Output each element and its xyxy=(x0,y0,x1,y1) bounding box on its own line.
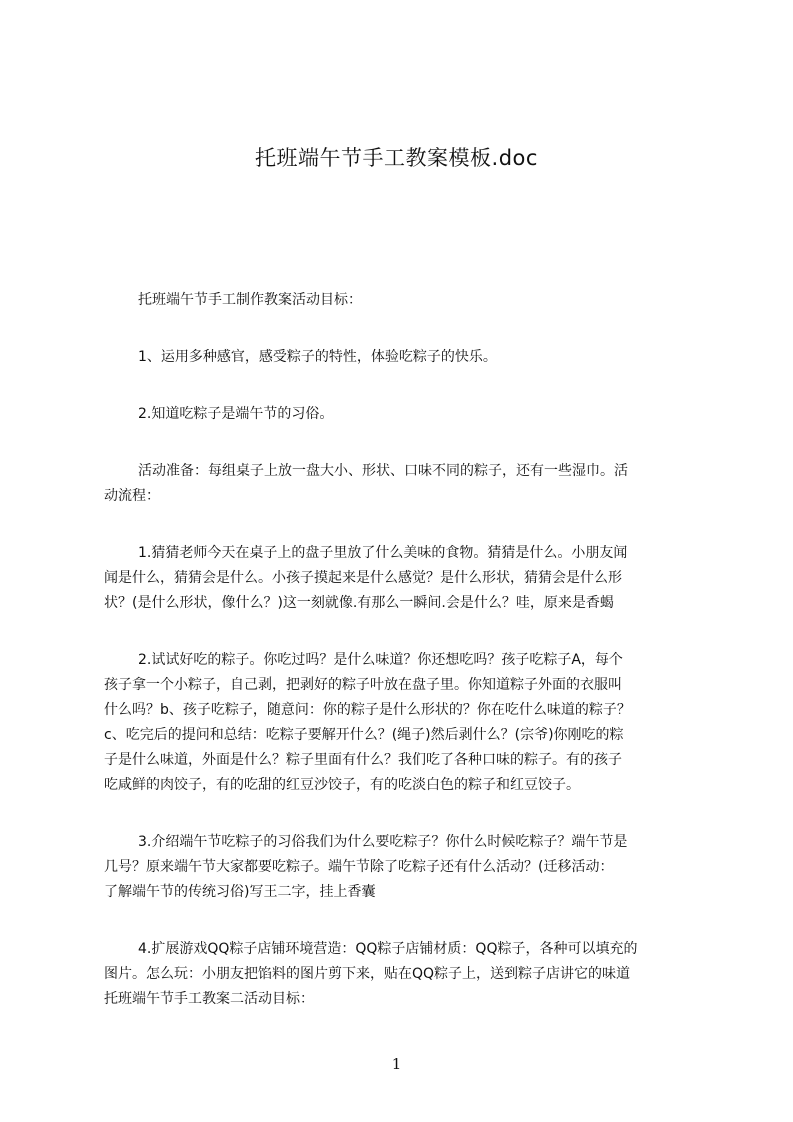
text-line: 2.试试好吃的粽子。你吃过吗？是什么味道？你还想吃吗？孩子吃粽子A，每个 xyxy=(138,652,623,668)
text-line: 3.介绍端午节吃粽子的习俗我们为什么要吃粽子？你什么时候吃粽子？端午节是 xyxy=(138,834,628,850)
text-line: 子是什么味道，外面是什么？粽子里面有什么？我们吃了各种口味的粽子。有的孩子 xyxy=(104,752,622,768)
document-title: 托班端午节手工教案模板.doc xyxy=(255,146,538,170)
text-line: 了解端午节的传统习俗)写王二字，挂上香囊 xyxy=(104,884,376,900)
text-line: 几号？原来端午节大家都要吃粽子。端午节除了吃粽子还有什么活动？(迁移活动： xyxy=(104,859,614,875)
text-line: c、吃完后的提问和总结：吃粽子要解开什么？(绳子)然后剥什么？(宗爷)你刚吃的粽 xyxy=(104,727,624,743)
paragraph-step-4 xyxy=(104,937,696,1012)
paragraph-goal-1 xyxy=(104,345,696,370)
document-body xyxy=(104,288,696,1012)
paragraph-goal-heading xyxy=(104,288,696,313)
text-line: 孩子拿一个小粽子，自己剥，把剥好的粽子叶放在盘子里。你知道粽子外面的衣服叫 xyxy=(104,677,622,693)
paragraph-step-2 xyxy=(104,648,696,798)
text-line: 托班端午节手工制作教案活动目标： xyxy=(138,292,362,308)
page-number: 1 xyxy=(391,1055,402,1073)
text-line: 状？(是什么形状，像什么？)这一刻就像.有那么一瞬间.会是什么？哇，原来是香蝎 xyxy=(104,595,614,611)
text-line: 1、运用多种感官，感受粽子的特性，体验吃粽子的快乐。 xyxy=(138,349,497,365)
text-line: 1.猜猜老师今天在桌子上的盘子里放了什么美味的食物。猜猜是什么。小朋友闻 xyxy=(138,545,628,561)
paragraph-preparation xyxy=(104,459,696,509)
text-line: 动流程： xyxy=(104,488,160,504)
paragraph-step-3 xyxy=(104,830,696,905)
text-line: 4.扩展游戏QQ粽子店铺环境营造：QQ粽子店铺材质：QQ粽子，各种可以填充的 xyxy=(138,941,638,957)
text-line: 闻是什么，猜猜会是什么。小孩子摸起来是什么感觉？是什么形状，猜猜会是什么形 xyxy=(104,570,622,586)
text-line: 吃咸鲜的肉饺子，有的吃甜的红豆沙饺子，有的吃淡白色的粽子和红豆饺子。 xyxy=(104,777,580,793)
text-line: 2.知道吃粽子是端午节的习俗。 xyxy=(138,406,334,422)
paragraph-goal-2 xyxy=(104,402,696,427)
text-line: 托班端午节手工教案二活动目标： xyxy=(104,991,314,1007)
text-line: 图片。怎么玩：小朋友把馅料的图片剪下来，贴在QQ粽子上，送到粽子店讲它的味道 xyxy=(104,966,631,982)
paragraph-step-1 xyxy=(104,541,696,616)
text-line: 活动准备：每组桌子上放一盘大小、形状、口味不同的粽子，还有一些湿巾。活 xyxy=(138,463,628,479)
text-line: 什么吗？b、孩子吃粽子，随意问：你的粽子是什么形状的？你在吃什么味道的粽子？ xyxy=(104,702,631,718)
